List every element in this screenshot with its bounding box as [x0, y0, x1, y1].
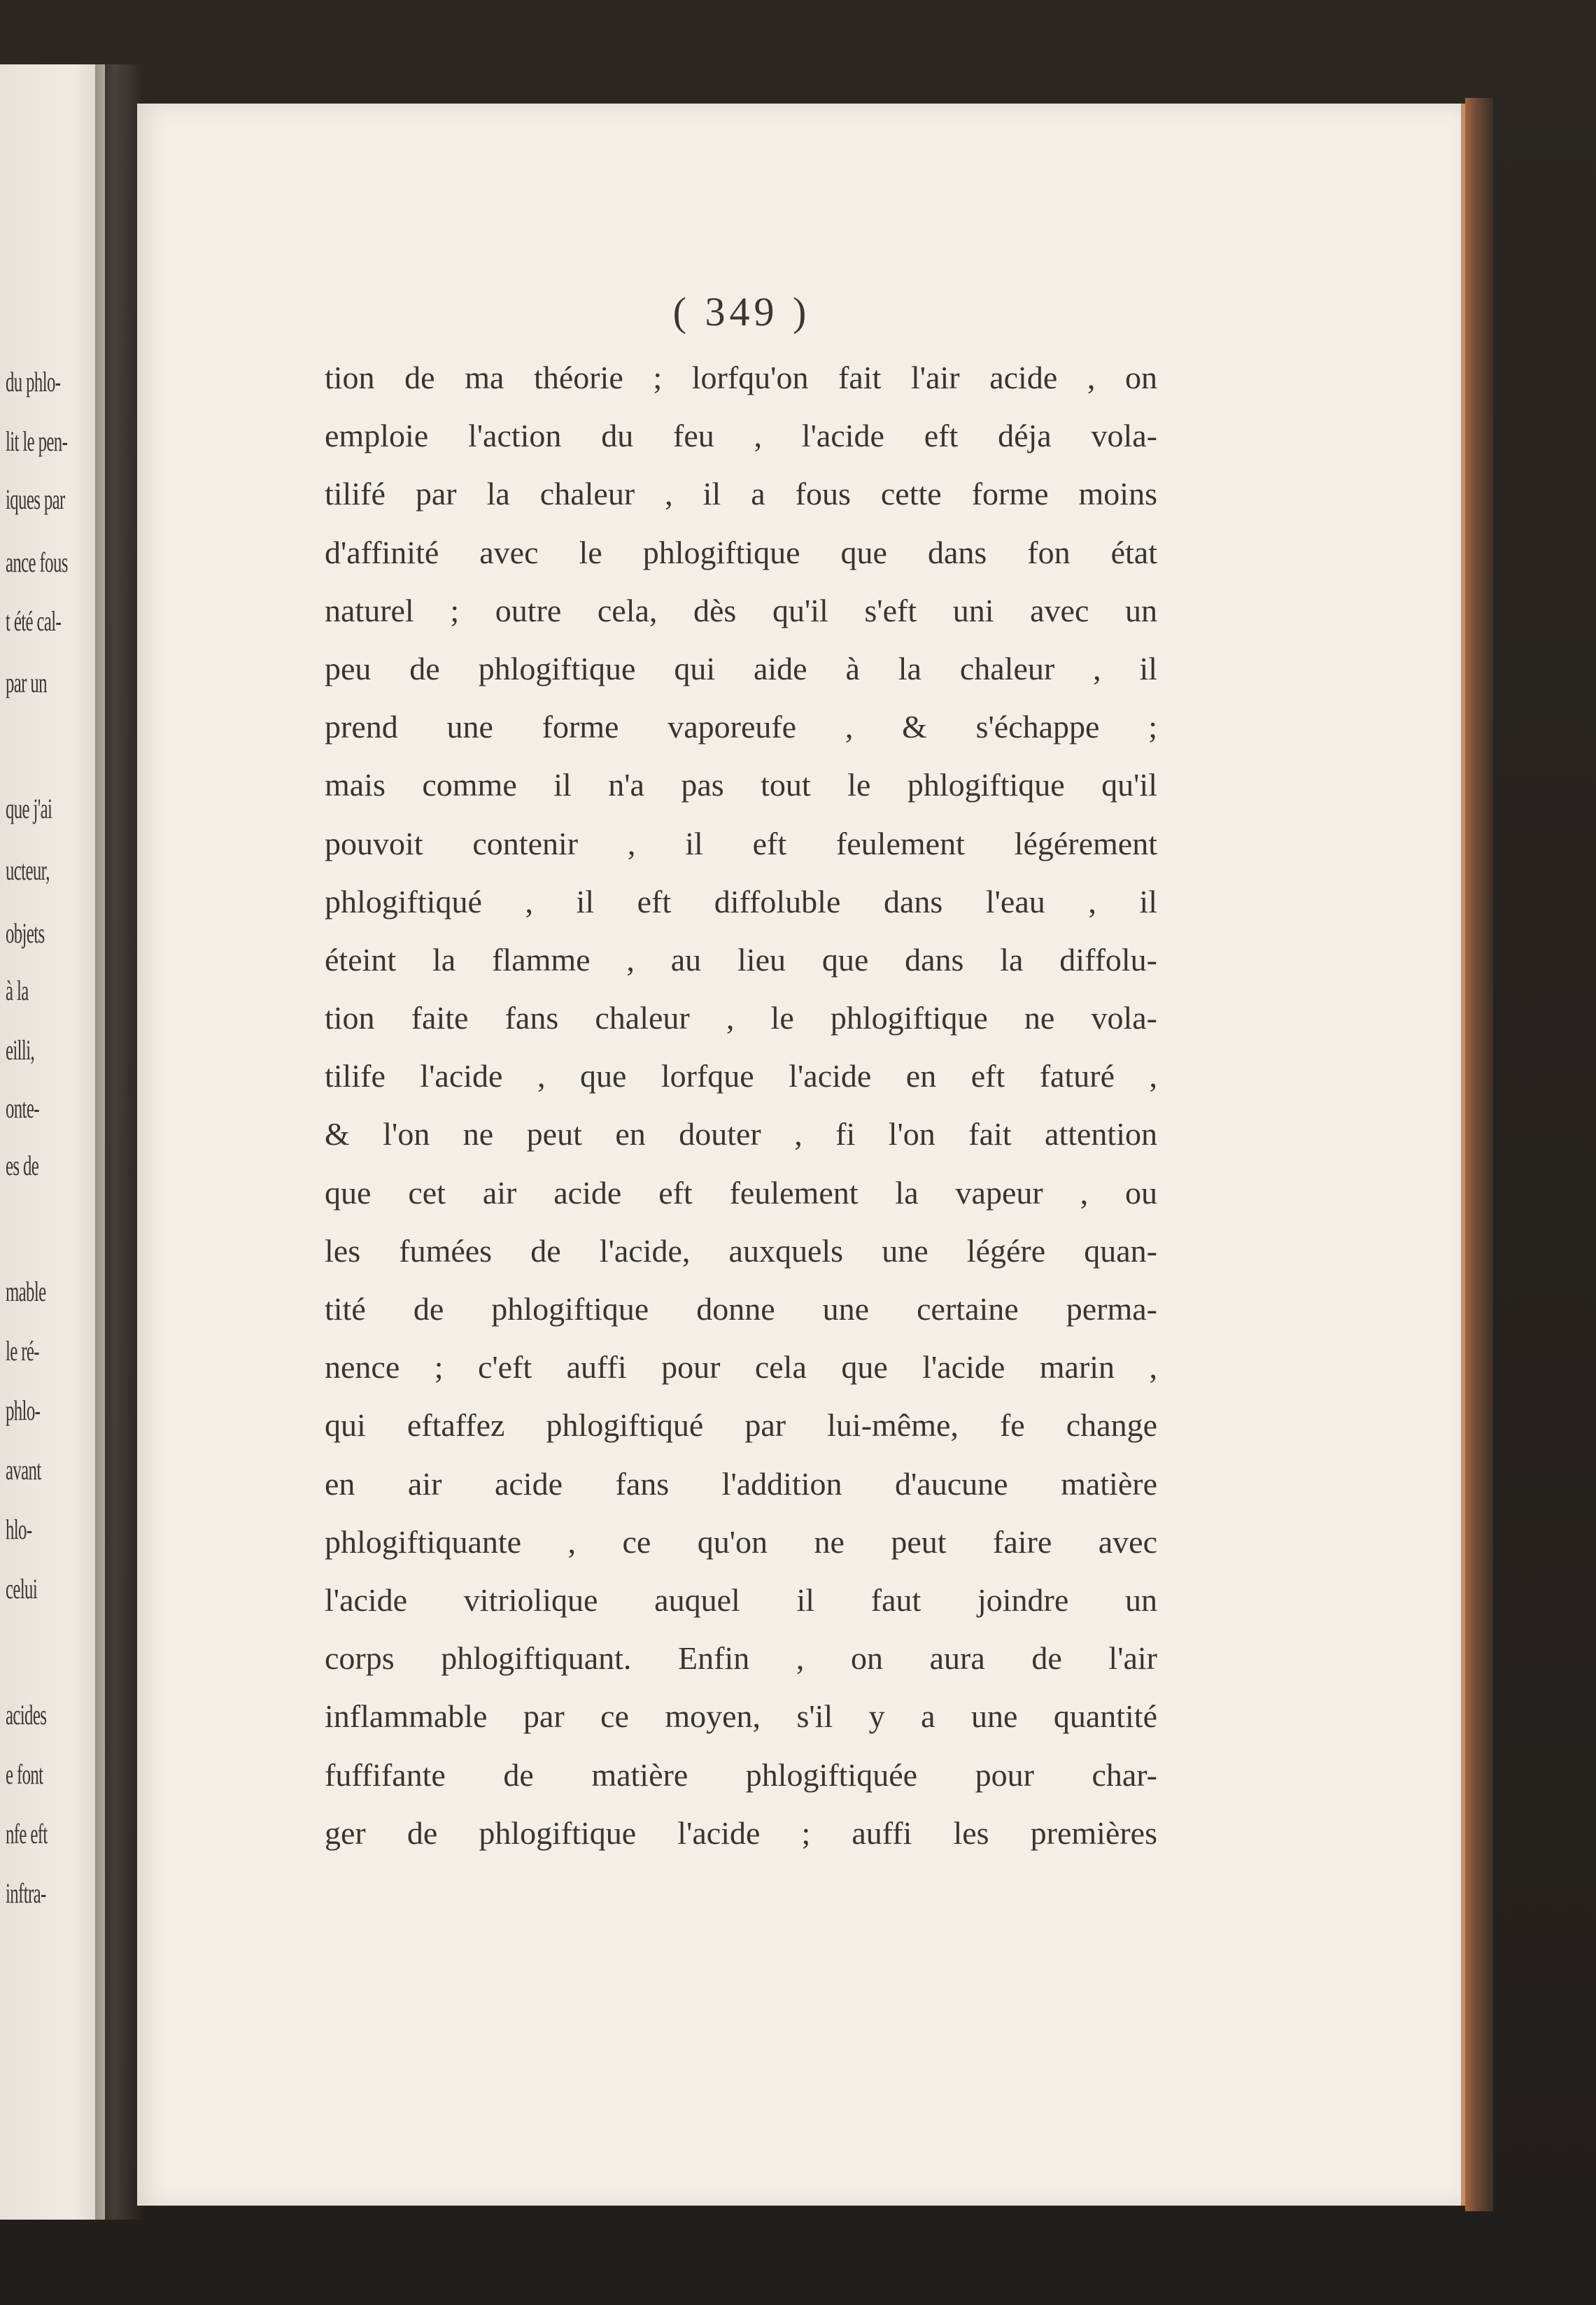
left-page-fragment: phlo-: [6, 1395, 41, 1426]
left-page-fragment: lit le pen-: [6, 425, 68, 457]
text-line: tilifé par la chaleur , il a fous cette forme moins: [325, 476, 1157, 512]
text-line: prend une forme vaporeufe , & s'échappe ;: [325, 709, 1157, 745]
text-line: pouvoit contenir , il eft feulement légérement: [325, 825, 1157, 861]
text-line: qui eftaffez phlogiftiqué par lui-même, fe change: [325, 1407, 1157, 1444]
text-line: tilife l'acide , que lorfque l'acide en eft faturé ,: [325, 1058, 1157, 1094]
text-line: l'acide vitriolique auquel il faut joindre un: [325, 1581, 1157, 1618]
left-page-fragment: inftra-: [6, 1877, 46, 1909]
text-line: phlogiftiqué , il eft diffoluble dans l'eau , il: [325, 883, 1157, 919]
text-line: naturel ; outre cela, dès qu'il s'eft uni avec un: [325, 592, 1157, 628]
left-page-fragment: le ré-: [6, 1335, 39, 1367]
left-page-fragment: par un: [6, 667, 47, 698]
page-number: ( 349 ): [672, 289, 811, 334]
text-line: en air acide fans l'addition d'aucune matière: [325, 1465, 1157, 1502]
left-page: [0, 64, 105, 2220]
left-page-fragment: mable: [6, 1276, 46, 1307]
left-page-fragment: onte-: [6, 1092, 39, 1124]
left-page-fragment: celui: [6, 1573, 38, 1605]
text-line: tité de phlogiftique donne une certaine perma-: [325, 1291, 1157, 1327]
text-line: mais comme il n'a pas tout le phlogiftique qu'il: [325, 767, 1157, 803]
text-line: corps phlogiftiquant. Enfin , on aura de l'air: [325, 1640, 1157, 1677]
text-line: éteint la flamme , au lieu que dans la diffolu-: [325, 941, 1157, 978]
left-page-fragment: du phlo-: [6, 366, 61, 397]
text-line: les fumées de l'acide, auxquels une légére quan-: [325, 1232, 1157, 1269]
left-page-fragment: à la: [6, 975, 29, 1006]
text-line: nence ; c'eft auffi pour cela que l'acide marin ,: [325, 1349, 1157, 1386]
left-page-fragment: nfe eft: [6, 1818, 48, 1849]
page-edge: [1465, 98, 1493, 2211]
left-page-fragment: eilli,: [6, 1034, 35, 1066]
text-line: emploie l'action du feu , l'acide eft déja vola-: [325, 418, 1157, 454]
left-page-fragment: es de: [6, 1150, 39, 1181]
text-line: que cet air acide eft feulement la vapeur , ou: [325, 1174, 1157, 1211]
left-page-fragment: acides: [6, 1699, 47, 1730]
text-line: phlogiftiquante , ce qu'on ne peut faire avec: [325, 1523, 1157, 1560]
text-line: tion de ma théorie ; lorfqu'on fait l'air acide , on: [325, 360, 1157, 395]
text-line: ger de phlogiftique l'acide ; auffi les premières: [325, 1814, 1157, 1851]
page-text: [325, 348, 1157, 1862]
text-line: fuffifante de matière phlogiftiquée pour char-: [325, 1756, 1157, 1793]
left-page-fragment: objets: [6, 917, 45, 949]
left-page-fragment: ucteur,: [6, 854, 50, 886]
left-page-fragment: avant: [6, 1454, 41, 1486]
text-line: peu de phlogiftique qui aide à la chaleur , il: [325, 650, 1157, 686]
left-page-fragment: t été cal-: [6, 605, 62, 637]
left-page-fragment: iques par: [6, 484, 65, 515]
left-page-fragment: que j'ai: [6, 793, 52, 824]
text-line: tion faite fans chaleur , le phlogiftique ne vola-: [325, 1000, 1157, 1036]
text-line: & l'on ne peut en douter , fi l'on fait attention: [325, 1116, 1157, 1152]
left-page-fragment: ance fous: [6, 547, 68, 578]
left-page-fragment: e font: [6, 1758, 43, 1790]
left-page-fragment: hlo-: [6, 1514, 32, 1545]
text-line: d'affinité avec le phlogiftique que dans fon état: [325, 534, 1157, 570]
text-line: inflammable par ce moyen, s'il y a une quantité: [325, 1698, 1157, 1735]
